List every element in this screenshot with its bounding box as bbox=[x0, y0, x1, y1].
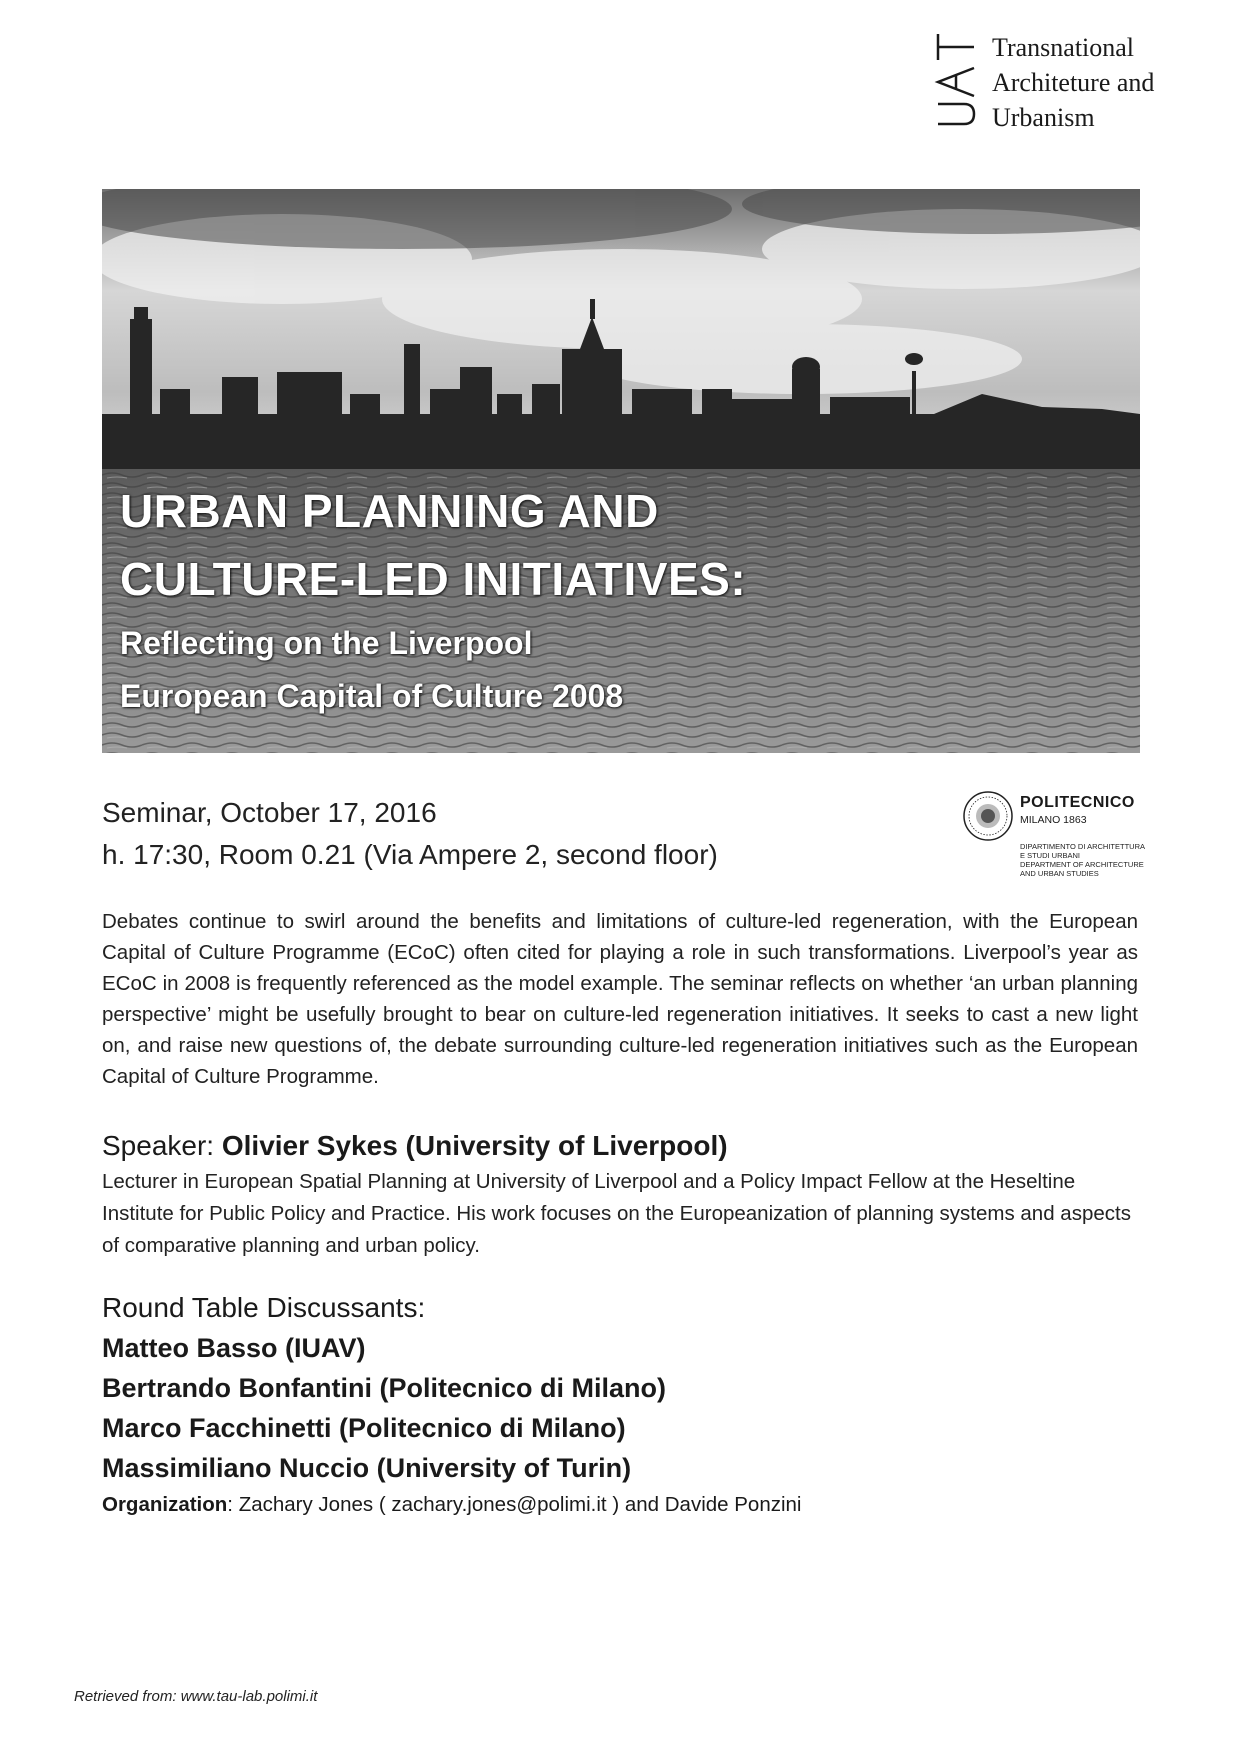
discussant-name: Marco Facchinetti (Politecnico di Milano) bbox=[102, 1413, 626, 1443]
seminar-date: Seminar, October 17, 2016 bbox=[102, 797, 437, 828]
discussant-name: Bertrando Bonfantini (Politecnico di Milano) bbox=[102, 1373, 666, 1403]
speaker-label: Speaker: bbox=[102, 1130, 222, 1161]
event-subtitle-line: Reflecting on the Liverpool bbox=[120, 625, 533, 661]
discussant-name: Matteo Basso (IUAV) bbox=[102, 1333, 366, 1363]
tau-logo bbox=[930, 30, 1230, 130]
politecnico-department bbox=[1020, 842, 1145, 878]
discussants-list bbox=[102, 1328, 666, 1488]
organization-label: Organization bbox=[102, 1493, 228, 1516]
tau-monogram-icon bbox=[930, 30, 982, 130]
organization-text: : Zachary Jones ( zachary.jones@polimi.it ) and Davide Ponzini bbox=[227, 1493, 802, 1516]
politecnico-seal-icon bbox=[962, 790, 1014, 842]
politecnico-city-year: MILANO 1863 bbox=[1020, 814, 1087, 826]
organization-line bbox=[102, 1490, 801, 1520]
speaker-name: Olivier Sykes (University of Liverpool) bbox=[221, 1130, 728, 1161]
hero-photo bbox=[102, 189, 1140, 753]
politecnico-logo bbox=[962, 790, 1162, 890]
department-line: AND URBAN STUDIES bbox=[1020, 869, 1099, 878]
seminar-abstract: Debates continue to swirl around the benefits and limitations of culture-led regeneration, with the European Capital of Culture Programme (ECoC) often cited for playing a role in such transformations. Liverpool’s year as ECoC in 2008 is frequently referenced as the model example. The seminar reflects on whether ‘an urban planning perspective’ might be usefully brought to bear on culture-led regeneration initiatives. It seeks to cast a new light on, and raise new questions of, the debate surrounding culture-led regeneration initiatives such as the European Capital of Culture Programme. bbox=[102, 910, 1138, 1088]
tau-logo-line: Urbanism bbox=[992, 103, 1095, 132]
department-line: E STUDI URBANI bbox=[1020, 851, 1081, 860]
event-title-line: URBAN PLANNING AND bbox=[120, 485, 659, 537]
source-note: Retrieved from: www.tau-lab.polimi.it bbox=[74, 1688, 318, 1705]
discussants-heading: Round Table Discussants: bbox=[102, 1292, 426, 1323]
speaker-bio: Lecturer in European Spatial Planning at University of Liverpool and a Policy Impact Fellow at the Heseltine Institute for Public Policy and Practice. His work focuses on the Europeanization of planning systems and aspects of comparative planning and urban policy. bbox=[102, 1170, 1131, 1257]
speaker-line bbox=[102, 1126, 728, 1166]
event-title bbox=[120, 477, 1120, 613]
department-line: DEPARTMENT OF ARCHITECTURE bbox=[1020, 860, 1144, 869]
discussant-name: Massimiliano Nuccio (University of Turin) bbox=[102, 1453, 632, 1483]
event-title-line: CULTURE-LED INITIATIVES: bbox=[120, 553, 747, 605]
department-line: DIPARTIMENTO DI ARCHITETTURA bbox=[1020, 842, 1146, 851]
tau-logo-line: Transnational bbox=[992, 33, 1135, 62]
tau-logo-line: Architeture and bbox=[992, 68, 1155, 97]
politecnico-name: POLITECNICO bbox=[1020, 794, 1135, 811]
seminar-info bbox=[102, 792, 718, 876]
seminar-time-place: h. 17:30, Room 0.21 (Via Ampere 2, second floor) bbox=[102, 839, 718, 870]
tau-logo-text bbox=[992, 30, 1154, 135]
event-subtitle-line: European Capital of Culture 2008 bbox=[120, 678, 624, 714]
event-subtitle bbox=[120, 617, 1120, 723]
